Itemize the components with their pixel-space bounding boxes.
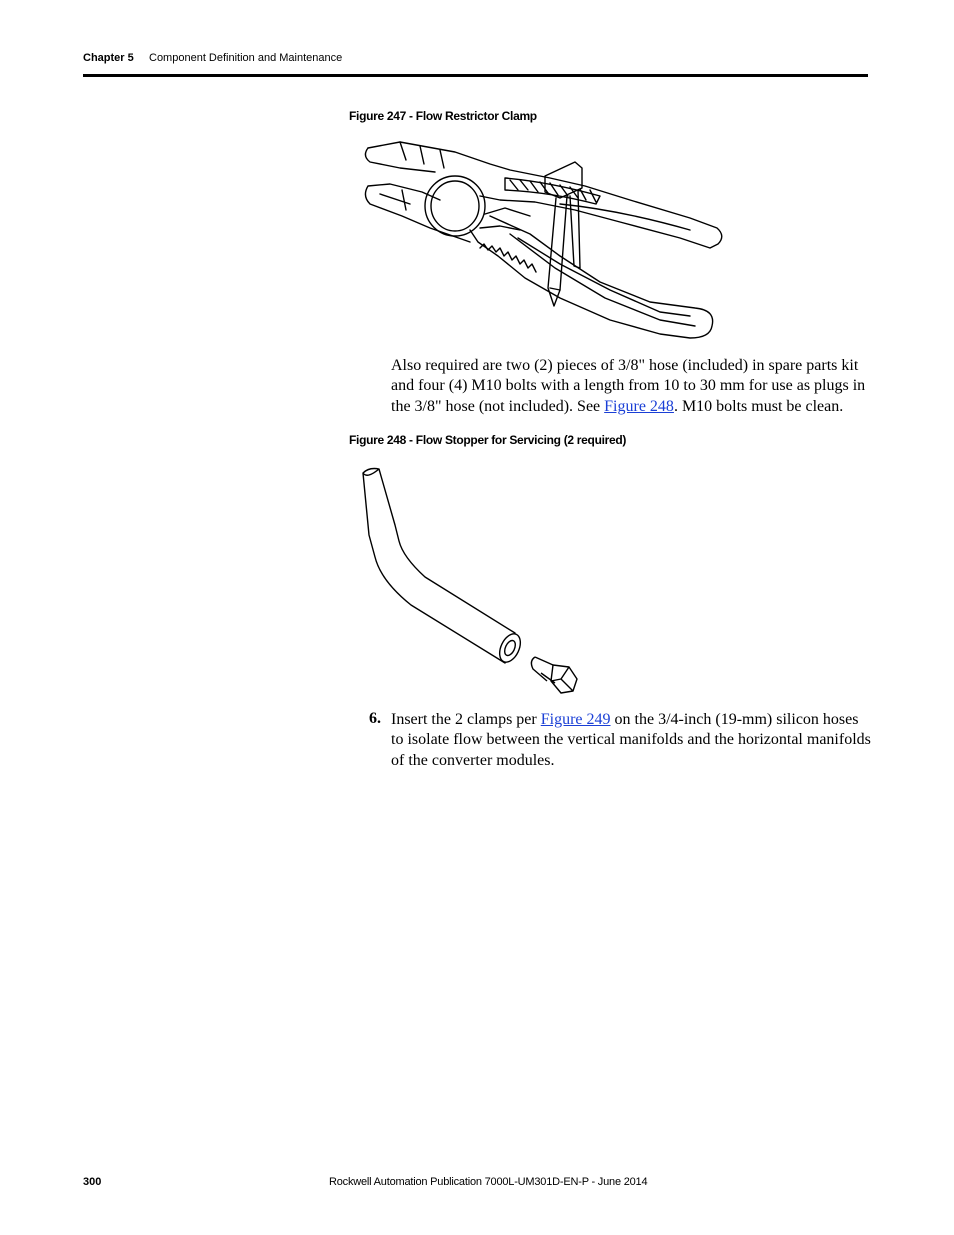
flow-restrictor-clamp-illustration — [360, 138, 730, 343]
paragraph-hose-bolts: Also required are two (2) pieces of 3/8" hose (included) in spare parts kit and four (4) M10 bolts with a length from 10 to 30 mm for use as plugs in the 3/8" hose (not included). See Figure 248. M10 bolts must be clean. — [391, 357, 866, 415]
flow-stopper-illustration — [355, 465, 585, 700]
publication-info: Rockwell Automation Publication 7000L-UM301D-EN-P - June 2014 — [329, 1176, 648, 1188]
page-number: 300 — [83, 1176, 102, 1188]
figure-248-link[interactable]: Figure 248 — [604, 397, 674, 415]
header-rule — [83, 74, 868, 77]
figure-249-link[interactable]: Figure 249 — [540, 711, 611, 728]
step-number: 6. — [369, 710, 381, 727]
figure-247-caption: Figure 247 - Flow Restrictor Clamp — [349, 109, 537, 123]
chapter-label: Chapter 5 — [83, 52, 134, 64]
figure-248-caption: Figure 248 - Flow Stopper for Servicing (2 required) — [349, 433, 627, 447]
section-title: Component Definition and Maintenance — [149, 52, 343, 64]
step-6-text: Insert the 2 clamps per Figure 249 on the 3/4-inch (19-mm) silicon hoses to isolate flow between the vertical manifolds and the horizontal manifolds of the converter modules. — [391, 711, 871, 769]
running-header — [83, 52, 342, 64]
